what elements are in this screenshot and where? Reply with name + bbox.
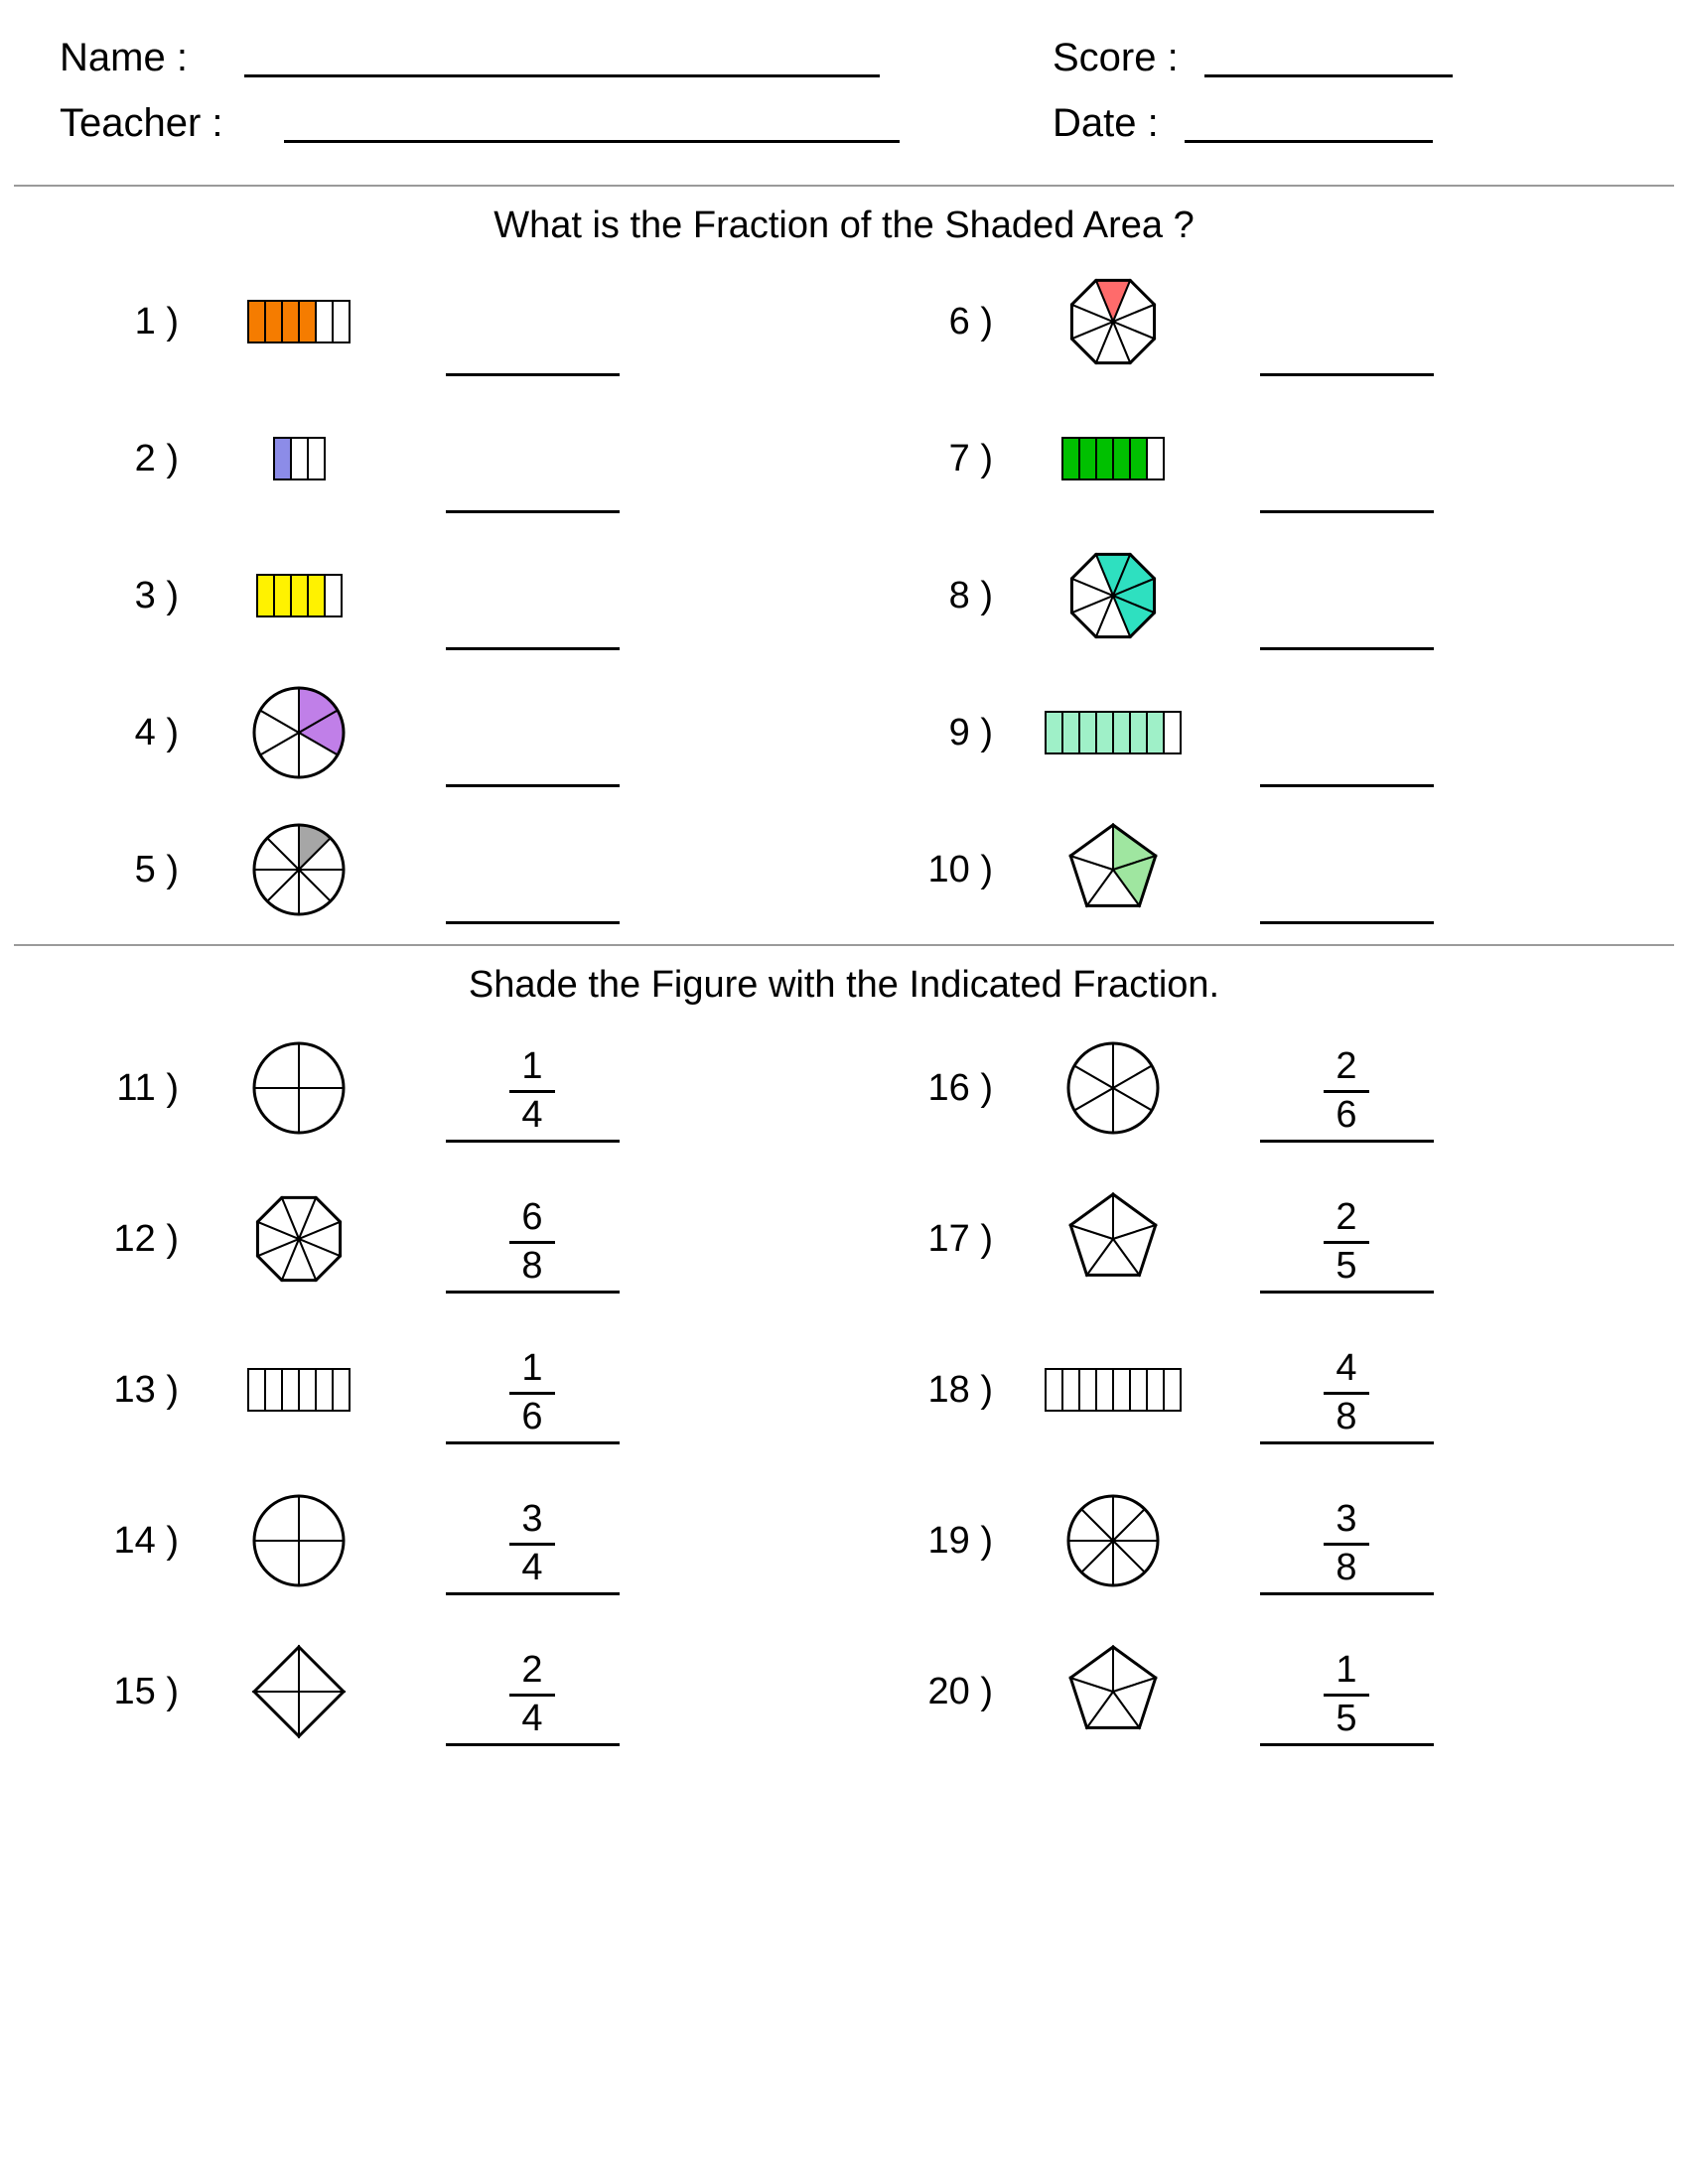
fraction-area [1227, 1033, 1466, 1143]
fraction-denominator: 4 [521, 1698, 543, 1740]
problem-item [30, 664, 844, 801]
problem-number: 10 ) [927, 848, 993, 890]
problem-number: 17 ) [927, 1217, 993, 1260]
fraction-bar [1324, 1241, 1369, 1244]
fraction-denominator: 8 [1336, 1547, 1357, 1589]
score-label: Score : [1053, 36, 1179, 79]
problem-item [30, 1465, 844, 1616]
problem-number: 15 ) [113, 1670, 179, 1712]
problem-number: 7 ) [948, 437, 993, 479]
fraction-value [1260, 1047, 1434, 1143]
fraction-value [446, 1198, 620, 1294]
fraction-numerator: 4 [1336, 1347, 1357, 1390]
fraction-figure-bar [205, 436, 393, 481]
score-input[interactable] [1204, 74, 1453, 77]
fraction-area [413, 1335, 651, 1444]
shade-figure-circle[interactable] [1019, 1038, 1207, 1138]
shade-figure-pentagon[interactable] [1019, 1189, 1207, 1289]
fraction-figure-pentagon [1019, 820, 1207, 919]
fraction-denominator: 8 [521, 1245, 543, 1288]
problem-item [844, 801, 1658, 938]
fraction-numerator: 2 [1336, 1045, 1357, 1088]
problem-number: 19 ) [927, 1519, 993, 1562]
shade-figure-bar[interactable] [205, 1367, 393, 1413]
date-input[interactable] [1185, 140, 1433, 143]
shade-figure-diamond[interactable] [205, 1642, 393, 1741]
problem-number: 16 ) [927, 1066, 993, 1109]
shade-figure-circle[interactable] [1019, 1491, 1207, 1590]
fraction-area [1227, 1335, 1466, 1444]
divider-middle [14, 944, 1674, 946]
fraction-bar [509, 1543, 555, 1546]
fraction-denominator: 6 [1336, 1094, 1357, 1137]
problem-item [844, 390, 1658, 527]
fraction-value [446, 1349, 620, 1444]
header-row-2 [60, 103, 1628, 143]
shade-figure-pentagon[interactable] [1019, 1642, 1207, 1741]
fraction-denominator: 6 [521, 1396, 543, 1438]
problem-number: 9 ) [948, 711, 993, 753]
answer-area [1227, 267, 1466, 376]
fraction-figure-bar [1019, 710, 1207, 755]
problem-number: 5 ) [134, 848, 179, 890]
shade-figure-bar[interactable] [1019, 1367, 1207, 1413]
fraction-figure-circle [205, 820, 393, 919]
section1-grid [0, 253, 1688, 938]
answer-input[interactable] [1260, 302, 1434, 376]
fraction-figure-bar [205, 573, 393, 618]
fraction-value [1260, 1198, 1434, 1294]
problem-item [30, 801, 844, 938]
fraction-bar [509, 1694, 555, 1697]
problem-item [844, 1465, 1658, 1616]
problem-number: 1 ) [134, 300, 179, 342]
header-row-1 [60, 38, 1628, 77]
problem-item [844, 1314, 1658, 1465]
answer-area [1227, 678, 1466, 787]
problem-number: 11 ) [116, 1066, 179, 1109]
name-group [60, 38, 1053, 77]
answer-area [1227, 815, 1466, 924]
fraction-value [446, 1047, 620, 1143]
date-label: Date : [1053, 101, 1159, 145]
answer-input[interactable] [446, 850, 620, 924]
fraction-area [413, 1637, 651, 1746]
fraction-numerator: 1 [1336, 1649, 1357, 1692]
problem-item [844, 253, 1658, 390]
answer-input[interactable] [1260, 576, 1434, 650]
problem-number: 12 ) [113, 1217, 179, 1260]
problem-number: 2 ) [134, 437, 179, 479]
fraction-denominator: 4 [521, 1547, 543, 1589]
section2-title: Shade the Figure with the Indicated Fraction. [468, 964, 1220, 1006]
problem-number: 14 ) [113, 1519, 179, 1562]
fraction-numerator: 2 [521, 1649, 543, 1692]
fraction-numerator: 2 [1336, 1196, 1357, 1239]
section2-grid [0, 1013, 1688, 1767]
answer-area [413, 815, 651, 924]
answer-area [1227, 541, 1466, 650]
fraction-value [1260, 1500, 1434, 1595]
fraction-bar [1324, 1090, 1369, 1093]
fraction-area [413, 1184, 651, 1294]
teacher-label: Teacher : [60, 101, 223, 145]
problem-number: 4 ) [134, 711, 179, 753]
fraction-value [1260, 1349, 1434, 1444]
fraction-figure-bar [205, 299, 393, 344]
fraction-figure-octagon [1019, 272, 1207, 371]
fraction-area [1227, 1637, 1466, 1746]
fraction-bar [509, 1241, 555, 1244]
problem-item [844, 1616, 1658, 1767]
fraction-value [446, 1651, 620, 1746]
shade-figure-octagon[interactable] [205, 1189, 393, 1289]
problem-number: 6 ) [948, 300, 993, 342]
fraction-figure-circle [205, 683, 393, 782]
fraction-numerator: 1 [521, 1045, 543, 1088]
name-input[interactable] [244, 74, 880, 77]
fraction-area [1227, 1486, 1466, 1595]
fraction-denominator: 5 [1336, 1245, 1357, 1288]
worksheet-header [0, 0, 1688, 179]
fraction-figure-octagon [1019, 546, 1207, 645]
problem-item [30, 527, 844, 664]
answer-input[interactable] [1260, 713, 1434, 787]
fraction-bar [1324, 1392, 1369, 1395]
answer-input[interactable] [446, 576, 620, 650]
fraction-value [1260, 1651, 1434, 1746]
answer-input[interactable] [446, 439, 620, 513]
shade-figure-circle[interactable] [205, 1491, 393, 1590]
problem-number: 8 ) [948, 574, 993, 616]
fraction-area [413, 1033, 651, 1143]
problem-item [844, 1163, 1658, 1314]
problem-item [30, 1314, 844, 1465]
answer-area [413, 678, 651, 787]
answer-input[interactable] [1260, 850, 1434, 924]
answer-input[interactable] [1260, 439, 1434, 513]
problem-item [30, 1013, 844, 1163]
fraction-value [446, 1500, 620, 1595]
teacher-group [60, 103, 1053, 143]
fraction-area [1227, 1184, 1466, 1294]
problem-number: 13 ) [113, 1368, 179, 1411]
teacher-input[interactable] [284, 140, 900, 143]
fraction-area [413, 1486, 651, 1595]
shade-figure-circle[interactable] [205, 1038, 393, 1138]
fraction-figure-bar [1019, 436, 1207, 481]
fraction-bar [509, 1090, 555, 1093]
date-group [1053, 103, 1433, 143]
fraction-denominator: 5 [1336, 1698, 1357, 1740]
fraction-numerator: 3 [1336, 1498, 1357, 1541]
section1-title: What is the Fraction of the Shaded Area ? [493, 205, 1195, 246]
answer-input[interactable] [446, 713, 620, 787]
score-group [1053, 38, 1453, 77]
answer-area [413, 541, 651, 650]
fraction-bar [509, 1392, 555, 1395]
fraction-numerator: 3 [521, 1498, 543, 1541]
problem-number: 3 ) [134, 574, 179, 616]
problem-item [30, 253, 844, 390]
fraction-numerator: 6 [521, 1196, 543, 1239]
fraction-denominator: 8 [1336, 1396, 1357, 1438]
problem-number: 20 ) [927, 1670, 993, 1712]
problem-item [30, 390, 844, 527]
problem-item [30, 1616, 844, 1767]
answer-area [413, 267, 651, 376]
divider-top [14, 185, 1674, 187]
problem-item [844, 527, 1658, 664]
problem-item [844, 1013, 1658, 1163]
fraction-bar [1324, 1694, 1369, 1697]
answer-input[interactable] [446, 302, 620, 376]
fraction-numerator: 1 [521, 1347, 543, 1390]
answer-area [413, 404, 651, 513]
fraction-bar [1324, 1543, 1369, 1546]
problem-number: 18 ) [927, 1368, 993, 1411]
problem-item [844, 664, 1658, 801]
name-label: Name : [60, 36, 188, 79]
answer-area [1227, 404, 1466, 513]
fraction-denominator: 4 [521, 1094, 543, 1137]
problem-item [30, 1163, 844, 1314]
